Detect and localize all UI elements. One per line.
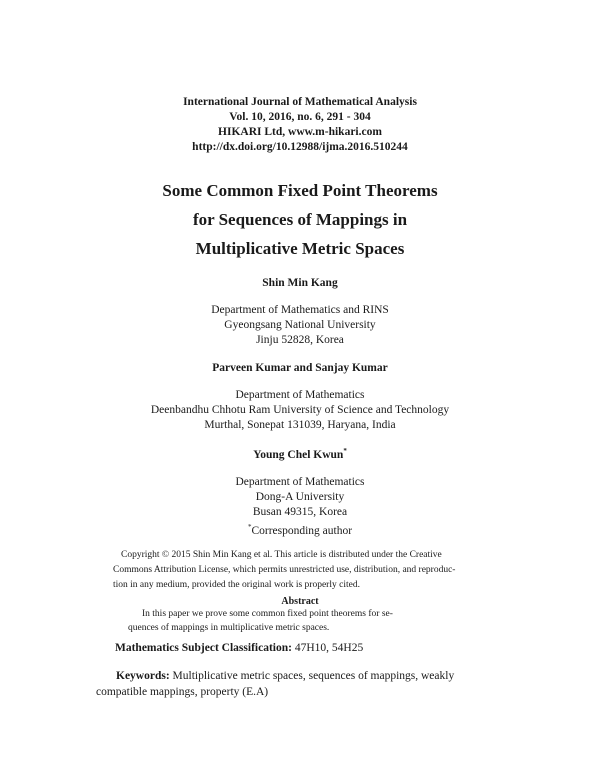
- title-line-1: Some Common Fixed Point Theorems: [162, 181, 438, 200]
- affiliation-line: Deenbandhu Chhotu Ram University of Science and Technology: [150, 404, 450, 416]
- affiliation: [0, 303, 600, 348]
- keywords-line: Multiplicative metric spaces, sequences of mappings, weakly: [172, 670, 455, 682]
- paper-title: [0, 176, 600, 263]
- author-name: [0, 447, 600, 461]
- author-block-3: [0, 447, 600, 539]
- affiliation-line: Department of Mathematics and RINS: [211, 304, 389, 316]
- affiliation-line: Dong-A University: [255, 490, 345, 503]
- title-line-3: Multiplicative Metric Spaces: [195, 239, 405, 258]
- corresponding-note: *Corresponding author: [247, 522, 353, 537]
- title-line-2: for Sequences of Mappings in: [192, 210, 408, 229]
- journal-header: [0, 95, 600, 155]
- affiliation: [0, 388, 600, 433]
- abstract-text: [128, 607, 478, 635]
- affiliation-line: Jinju 52828, Korea: [256, 334, 344, 346]
- abstract-line: In this paper we prove some common fixed point theorems for se-: [142, 609, 393, 619]
- affiliation-line: Department of Mathematics: [235, 389, 365, 401]
- affiliation-line: Busan 49315, Korea: [252, 505, 348, 518]
- msc-value: 47H10, 54H25: [294, 642, 364, 654]
- affiliation: [0, 475, 600, 539]
- journal-doi[interactable]: http://dx.doi.org/10.12988/ijma.2016.510244: [192, 141, 408, 153]
- journal-publisher: HIKARI Ltd, www.m-hikari.com: [218, 126, 382, 138]
- copyright-line: Commons Attribution License, which permits unrestricted use, distribution, and reproduc-: [113, 565, 456, 575]
- msc-classification: [115, 642, 363, 654]
- keywords-label: Keywords:: [116, 670, 170, 682]
- copyright-line: tion in any medium, provided the original work is properly cited.: [113, 580, 360, 590]
- corresponding-mark: *: [343, 447, 347, 455]
- keywords: [96, 668, 516, 700]
- msc-label: Mathematics Subject Classification:: [115, 642, 292, 654]
- journal-volume: Vol. 10, 2016, no. 6, 291 - 304: [229, 111, 371, 123]
- abstract-line: quences of mappings in multiplicative metric spaces.: [128, 623, 330, 633]
- author-name: Shin Min Kang: [262, 277, 338, 289]
- author-block-1: [0, 277, 600, 348]
- journal-name: International Journal of Mathematical Analysis: [183, 96, 417, 108]
- author-block-2: [0, 362, 600, 433]
- affiliation-line: Department of Mathematics: [235, 475, 365, 488]
- affiliation-line: Gyeongsang National University: [224, 319, 376, 331]
- affiliation-line: Murthal, Sonepat 131039, Haryana, India: [204, 419, 396, 431]
- abstract-heading: Abstract: [281, 596, 319, 607]
- author-name-text: Young Chel Kwun: [253, 448, 344, 461]
- author-name: Parveen Kumar and Sanjay Kumar: [212, 362, 388, 374]
- keywords-line: compatible mappings, property (E.A): [96, 686, 269, 698]
- copyright-notice: [113, 548, 493, 593]
- copyright-line: Copyright © 2015 Shin Min Kang et al. This article is distributed under the Creative: [121, 550, 442, 560]
